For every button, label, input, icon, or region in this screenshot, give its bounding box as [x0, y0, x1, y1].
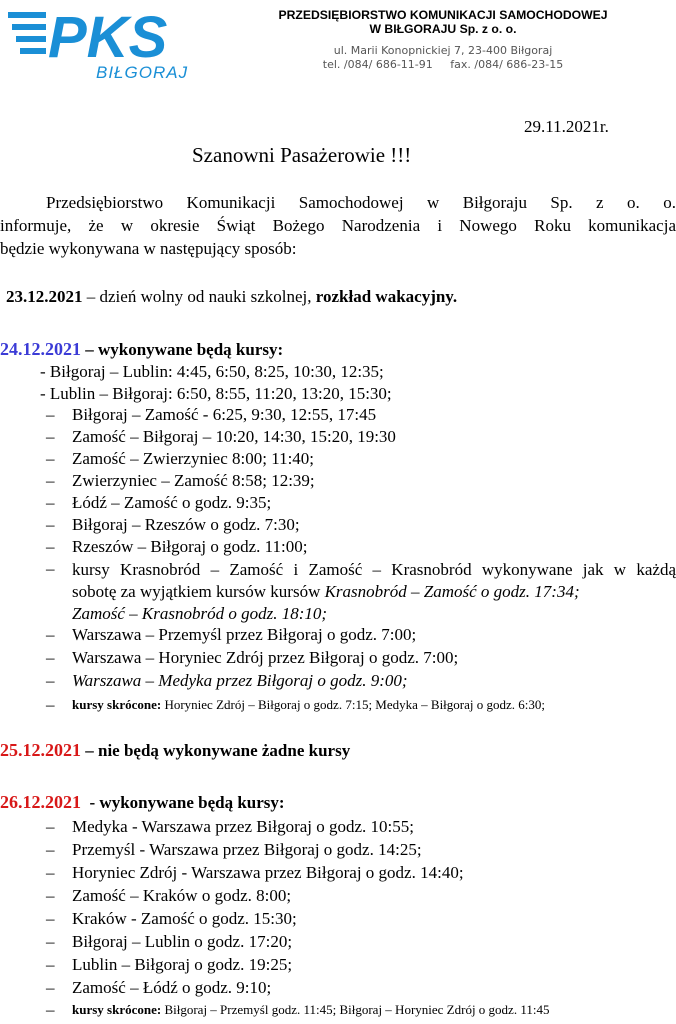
day23-line [6, 287, 457, 307]
list-item: Rzeszów – Biłgoraj o godz. 11:00; [72, 537, 308, 556]
day25-date: 25.12.2021 [0, 740, 81, 760]
list-item: Medyka - Warszawa przez Biłgoraj o godz. 10:55; [72, 817, 414, 836]
day23-text: dzień wolny od nauki szkolnej, [99, 287, 316, 306]
short-courses [72, 1002, 549, 1018]
day26-heading [0, 792, 285, 813]
intro-line: Przedsiębiorstwo Komunikacji Samochodowej w Biłgoraju Sp. z o. o. [46, 193, 676, 212]
day24-sub2: - Lublin – Biłgoraj: 6:50, 8:55, 11:20, 13:20, 15:30; [40, 384, 392, 403]
company-address: ul. Marii Konopnickiej 7, 23-400 Biłgoraj [333, 44, 553, 57]
day24-heading [0, 339, 283, 360]
list-item: Warszawa – Przemyśl przez Biłgoraj o godz. 7:00; [72, 625, 417, 644]
krasnobrod-item [72, 559, 676, 625]
list-item: Horyniec Zdrój - Warszawa przez Biłgoraj o godz. 14:40; [72, 863, 464, 882]
logo-stripe [12, 24, 46, 30]
bullet-dash: – [46, 932, 55, 951]
krasnobrod-line1: kursy Krasnobród – Zamość i Zamość – Krasnobród wykonywane jak w każdą [72, 560, 676, 579]
list-item: Kraków - Zamość o godz. 15:30; [72, 909, 297, 928]
bullet-dash: – [46, 515, 55, 534]
day23-date: 23.12.2021 [6, 287, 83, 306]
bullet-dash: – [46, 840, 55, 859]
short-courses-label: kursy skrócone: [72, 1002, 162, 1017]
fax: fax. /084/ 686-23-15 [450, 58, 564, 71]
logo-text: PKS [48, 5, 168, 70]
list-item: Biłgoraj – Rzeszów o godz. 7:30; [72, 515, 300, 534]
short-courses-text: Biłgoraj – Przemyśl godz. 11:45; Biłgoraj – Horyniec Zdrój o godz. 11:45 [161, 1002, 550, 1017]
company-phone-fax [210, 58, 676, 72]
day23-bold: rozkład wakacyjny. [315, 287, 458, 306]
day24-sub1: - Biłgoraj – Lublin: 4:45, 6:50, 8:25, 10:30, 12:35; [40, 362, 384, 381]
logo-stripe [20, 48, 46, 54]
krasnobrod-line2-text: sobotę za wyjątkiem kursów kursów [72, 582, 325, 601]
bullet-dash: – [46, 449, 55, 468]
list-item: Zamość – Biłgoraj – 10:20, 14:30, 15:20, 19:30 [72, 427, 396, 446]
day25-text: – nie będą wykonywane żadne kursy [81, 741, 351, 760]
krasnobrod-line2 [72, 581, 676, 603]
bullet-dash: – [46, 978, 55, 997]
bullet-dash: – [46, 671, 55, 690]
logo-stripe [8, 12, 46, 18]
company-name-line1: PRZEDSIĘBIORSTWO KOMUNIKACJI SAMOCHODOWEJ [278, 8, 608, 22]
intro-paragraph [0, 191, 676, 260]
pks-logo [8, 2, 208, 82]
bullet-dash: – [46, 695, 55, 714]
logo-stripe [16, 36, 46, 42]
list-item: Zamość – Zwierzyniec 8:00; 11:40; [72, 449, 315, 468]
page-title: Szanowni Pasażerowie !!! [192, 143, 412, 167]
intro-line: informuje, że w okresie Świąt Bożego Narodzenia i Nowego Roku komunikacja [0, 216, 676, 235]
bullet-dash: – [46, 559, 55, 578]
list-item: Warszawa – Horyniec Zdrój przez Biłgoraj o godz. 7:00; [72, 648, 459, 667]
day25-line [0, 740, 350, 761]
list-item: Biłgoraj – Zamość - 6:25, 9:30, 12:55, 17:45 [72, 405, 377, 424]
list-item: Łódź – Zamość o godz. 9:35; [72, 493, 272, 512]
bullet-dash: – [46, 405, 55, 424]
bullet-dash: – [46, 537, 55, 556]
dash: – [81, 340, 98, 359]
bullet-dash: – [46, 886, 55, 905]
bullet-dash: – [46, 817, 55, 836]
short-courses [72, 697, 545, 713]
bullet-dash: – [46, 863, 55, 882]
bullet-dash: – [46, 427, 55, 446]
short-courses-label: kursy skrócone: [72, 697, 162, 712]
day26-heading-text: - wykonywane będą kursy: [81, 793, 285, 812]
bullet-dash: – [46, 1000, 55, 1019]
day24-date: 24.12.2021 [0, 339, 81, 359]
bullet-dash: – [46, 648, 55, 667]
phone: tel. /084/ 686-11-91 [322, 58, 433, 71]
bullet-dash: – [46, 493, 55, 512]
list-item: Lublin – Biłgoraj o godz. 19:25; [72, 955, 293, 974]
bullet-dash: – [46, 471, 55, 490]
intro-line: będzie wykonywana w następujący sposób: [0, 239, 297, 258]
dash: – [82, 287, 100, 306]
day24-heading-text: wykonywane będą kursy: [98, 340, 284, 359]
company-name-line2: W BIŁGORAJU Sp. z o. o. [369, 22, 517, 36]
day26-date: 26.12.2021 [0, 792, 81, 812]
document-date: 29.11.2021r. [524, 117, 609, 136]
logo-subtext: BIŁGORAJ [96, 63, 189, 82]
list-item: Zwierzyniec – Zamość 8:58; 12:39; [72, 471, 315, 490]
krasnobrod-line2-italic: Krasnobród – Zamość o godz. 17:34; [324, 582, 580, 601]
list-item: Przemyśl - Warszawa przez Biłgoraj o godz. 14:25; [72, 840, 422, 859]
bullet-dash: – [46, 625, 55, 644]
list-item: Biłgoraj – Lublin o godz. 17:20; [72, 932, 293, 951]
list-item-italic: Warszawa – Medyka przez Biłgoraj o godz. 9:00; [72, 671, 408, 690]
bullet-dash: – [46, 955, 55, 974]
bullet-dash: – [46, 909, 55, 928]
krasnobrod-line3: Zamość – Krasnobród o godz. 18:10; [72, 604, 328, 623]
list-item: Zamość – Kraków o godz. 8:00; [72, 886, 292, 905]
short-courses-text: Horyniec Zdrój – Biłgoraj o godz. 7:15; Medyka – Biłgoraj o godz. 6:30; [161, 697, 546, 712]
list-item: Zamość – Łódź o godz. 9:10; [72, 978, 272, 997]
